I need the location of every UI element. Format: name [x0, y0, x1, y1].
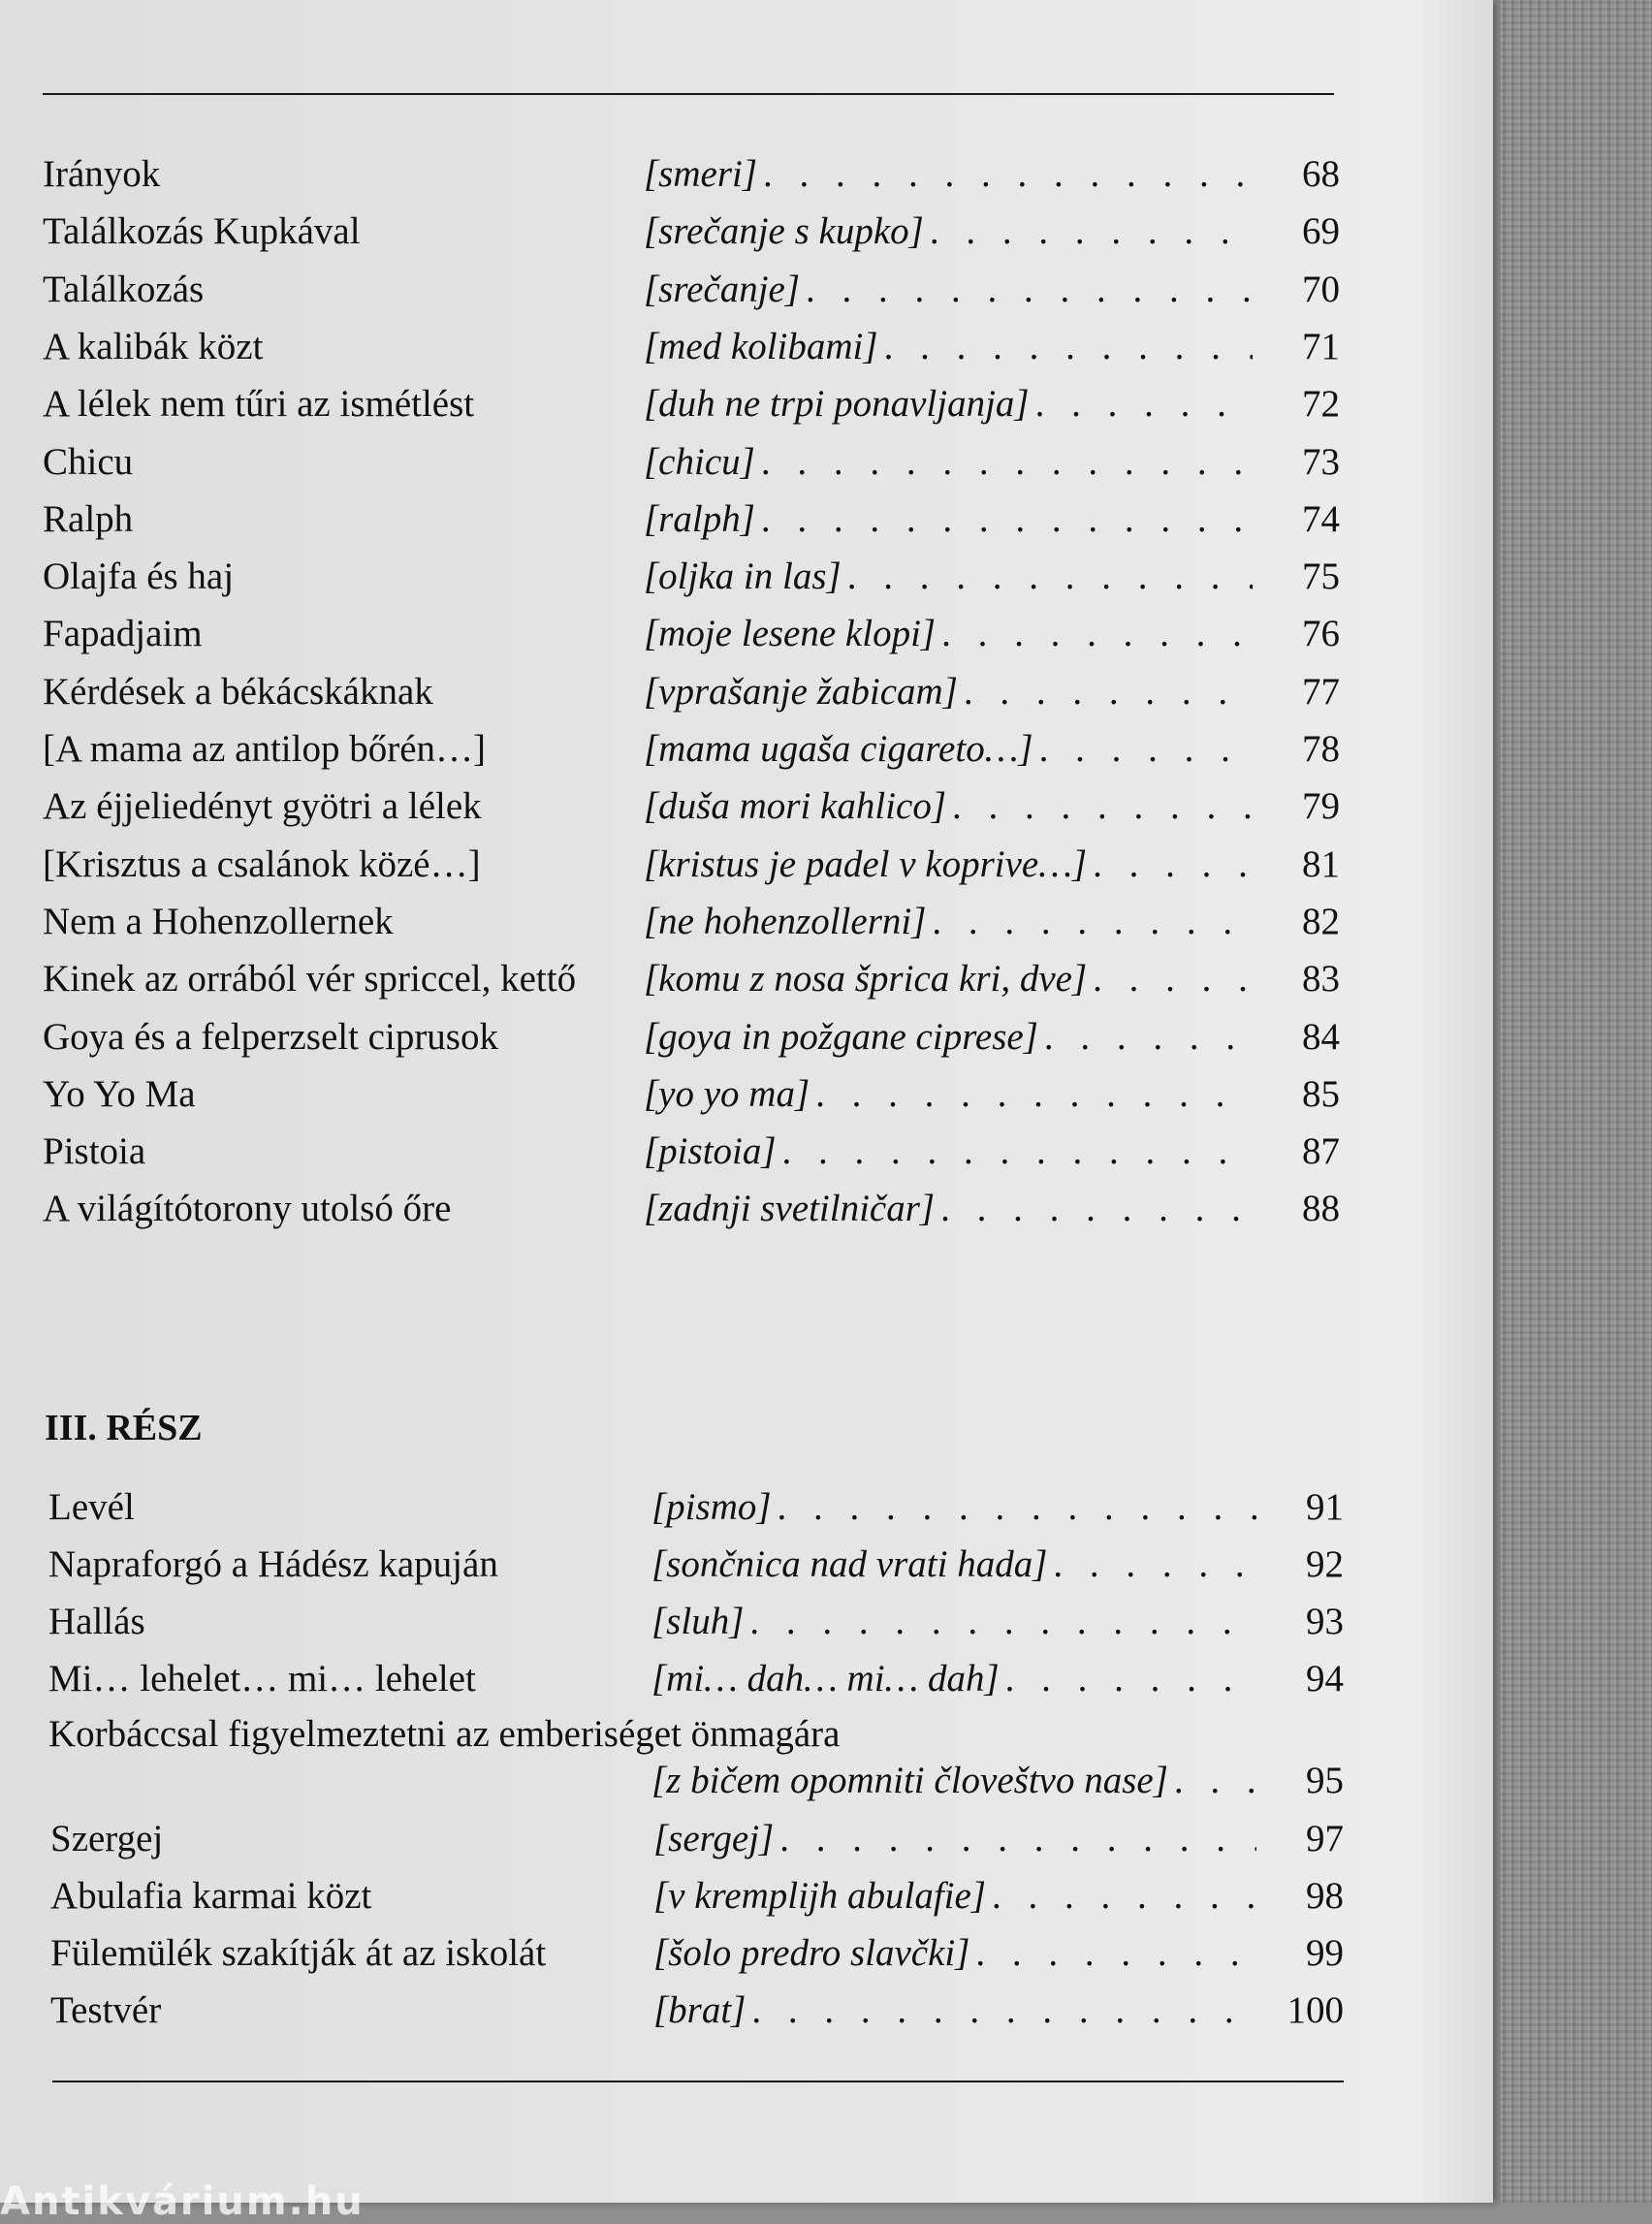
toc-dot-leader — [935, 1185, 1253, 1233]
toc-entry — [43, 323, 1340, 371]
toc-entry-title: Abulafia karmai közt — [50, 1875, 372, 1917]
toc-entry-slovene-title: [v kremplijh abulafie] — [653, 1875, 987, 1917]
toc-dot-leader — [958, 668, 1253, 716]
toc-entry-page-number: 68 — [1302, 153, 1340, 195]
toc-entry-leader — [644, 782, 1253, 831]
toc-entry-slovene-title: [pismo] — [651, 1486, 772, 1528]
toc-entry-slovene-title: [ne hohenzollerni] — [644, 900, 927, 942]
toc-entry-page-number: 76 — [1302, 613, 1340, 655]
toc-entry-slovene-title: [duh ne trpi ponavljanja] — [644, 383, 1030, 426]
toc-entry-page-number: 84 — [1302, 1015, 1340, 1058]
toc-entry-leader — [644, 610, 1253, 658]
toc-entry — [43, 495, 1340, 544]
toc-entry-page-number: 83 — [1302, 958, 1340, 1001]
toc-entry-title: Kinek az orrából vér spriccel, kettő — [43, 958, 577, 1001]
toc-entry-title: Szergej — [50, 1818, 164, 1859]
toc-entry-page-number: 94 — [1306, 1658, 1344, 1700]
section-heading-part3: III. RÉSZ — [45, 1408, 203, 1448]
toc-entry-slovene-title: [chicu] — [644, 440, 755, 483]
toc-entry-slovene-title: [z bičem opomniti človeštvo nase] — [651, 1760, 1168, 1801]
toc-entry-leader — [651, 1757, 1256, 1805]
toc-entry-page-number: 77 — [1302, 670, 1340, 713]
toc-entry — [50, 1815, 1344, 1863]
toc-entry-title: Napraforgó a Hádész kapuján — [48, 1543, 498, 1585]
toc-entry-slovene-title: [ralph] — [644, 497, 755, 540]
toc-entry-page-number: 93 — [1306, 1601, 1344, 1642]
toc-entry-leader — [644, 438, 1253, 487]
toc-dot-leader — [1047, 1541, 1256, 1589]
toc-dot-leader — [936, 610, 1253, 658]
toc-entry-page-number: 95 — [1306, 1760, 1344, 1801]
toc-entry-slovene-title: [sergej] — [653, 1818, 775, 1859]
toc-dot-leader — [1087, 955, 1253, 1003]
toc-entry — [43, 150, 1340, 199]
toc-entry-page-number: 81 — [1302, 842, 1340, 885]
toc-entry — [43, 1013, 1340, 1062]
toc-entry-slovene-title: [mi… dah… mi… dah] — [651, 1658, 1000, 1700]
toc-dot-leader — [1033, 725, 1253, 774]
toc-entry-title: Nem a Hohenzollernek — [43, 900, 394, 942]
toc-entry-title: Kérdések a békácskáknak — [43, 670, 433, 713]
toc-entry-leader — [651, 1483, 1256, 1532]
toc-entry-slovene-title: [mama ugaša cigareto…] — [644, 728, 1033, 770]
toc-entry-leader — [644, 1013, 1253, 1062]
toc-entry-title: Ralph — [43, 497, 134, 540]
toc-entry-leader — [644, 725, 1253, 774]
toc-entry — [50, 1986, 1344, 2035]
toc-entry-slovene-title: [yo yo ma] — [644, 1072, 810, 1115]
toc-entry-page-number: 72 — [1302, 383, 1340, 426]
toc-entry-title: Mi… lehelet… mi… lehelet — [48, 1658, 476, 1700]
top-rule — [43, 93, 1334, 95]
toc-dot-leader — [755, 438, 1253, 487]
toc-entry-leader — [653, 1986, 1256, 2035]
toc-entry-title: Találkozás — [43, 268, 205, 310]
toc-entry-leader — [644, 323, 1253, 371]
toc-entry-page-number: 91 — [1306, 1486, 1344, 1528]
toc-entry-page-number: 82 — [1302, 900, 1340, 942]
toc-entry-title: A világítótorony utolsó őre — [43, 1188, 452, 1230]
toc-dot-leader — [986, 1872, 1256, 1921]
toc-entry-title: Testvér — [50, 1989, 162, 2031]
toc-dot-leader — [842, 553, 1253, 601]
toc-entry-page-number: 98 — [1306, 1875, 1344, 1917]
toc-entry — [43, 898, 1340, 946]
toc-entry-leader — [644, 380, 1253, 429]
toc-entry-leader — [644, 266, 1253, 314]
toc-entry-leader — [653, 1872, 1256, 1921]
toc-entry-title: A lélek nem tűri az ismétlést — [43, 383, 475, 426]
toc-entry-slovene-title: [oljka in las] — [644, 556, 842, 598]
toc-entry-title: [Krisztus a csalánok közé…] — [43, 842, 481, 885]
toc-entry-slovene-title: [komu z nosa šprica kri, dve] — [644, 958, 1088, 1001]
toc-dot-leader — [744, 1598, 1256, 1646]
toc-entry — [43, 841, 1340, 889]
toc-entry — [43, 782, 1340, 831]
toc-dot-leader — [926, 898, 1253, 946]
toc-entry-slovene-title: [srečanje] — [644, 268, 801, 310]
toc-dot-leader — [1168, 1757, 1256, 1805]
toc-entry-page-number: 97 — [1306, 1818, 1344, 1859]
toc-entry-title: Hallás — [48, 1601, 145, 1642]
toc-entry — [43, 668, 1340, 716]
toc-entry-page-number: 85 — [1302, 1072, 1340, 1115]
watermark-logo: Antikvárium.hu — [0, 2179, 365, 2224]
toc-entry — [50, 1872, 1344, 1921]
toc-entry-title: Goya és a felperzselt ciprusok — [43, 1015, 498, 1058]
toc-entry-title: Fapadjaim — [43, 613, 203, 655]
toc-dot-leader — [800, 266, 1253, 314]
toc-entry-slovene-title: [pistoia] — [644, 1130, 777, 1173]
toc-entry — [43, 610, 1340, 658]
toc-dot-leader — [1087, 841, 1253, 889]
toc-dot-leader — [777, 1128, 1253, 1176]
toc-entry-slovene-title: [srečanje s kupko] — [644, 210, 924, 253]
toc-entry-page-number: 88 — [1302, 1188, 1340, 1230]
toc-entry-slovene-title: [zadnji svetilničar] — [644, 1188, 936, 1230]
toc-entry-slovene-title: [moje lesene klopi] — [644, 613, 937, 655]
toc-entry-leader — [651, 1541, 1256, 1589]
toc-entry-title: Levél — [48, 1486, 135, 1528]
toc-entry — [43, 725, 1340, 774]
toc-entry-leader — [644, 668, 1253, 716]
toc-entry-slovene-title: [vprašanje žabicam] — [644, 670, 958, 713]
toc-entry — [48, 1655, 1344, 1703]
toc-entry-leader — [644, 150, 1253, 199]
toc-entry-title: Chicu — [43, 440, 134, 483]
toc-entry-slovene-title: [duša mori kahlico] — [644, 785, 946, 828]
toc-entry-title: A kalibák közt — [43, 325, 264, 367]
toc-entry-leader — [644, 1185, 1253, 1233]
toc-entry — [48, 1541, 1344, 1589]
toc-entry — [43, 553, 1340, 601]
toc-entry-slovene-title: [sončnica nad vrati hada] — [651, 1543, 1048, 1585]
toc-entry — [43, 266, 1340, 314]
toc-entry-title: Pistoia — [43, 1130, 146, 1173]
toc-entry-leader — [644, 553, 1253, 601]
toc-entry-page-number: 69 — [1302, 210, 1340, 253]
toc-entry — [48, 1757, 1344, 1805]
toc-entry-title: Találkozás Kupkával — [43, 210, 361, 253]
background-edge — [1501, 0, 1652, 2203]
toc-entry-page-number: 100 — [1287, 1989, 1344, 2031]
toc-entry-page-number: 70 — [1302, 268, 1340, 310]
toc-entry-slovene-title: [šolo predro slavčki] — [653, 1932, 970, 1974]
bottom-rule — [52, 2081, 1344, 2082]
toc-entry-title: [A mama az antilop bőrén…] — [43, 728, 487, 770]
toc-entry — [43, 380, 1340, 429]
toc-entry-slovene-title: [sluh] — [651, 1601, 745, 1642]
toc-entry-leader — [644, 898, 1253, 946]
toc-entry-leader — [653, 1929, 1256, 1978]
toc-entry-title: Yo Yo Ma — [43, 1072, 196, 1115]
toc-entry-leader — [651, 1655, 1256, 1703]
toc-entry-slovene-title: [goya in požgane ciprese] — [644, 1015, 1038, 1058]
toc-entry-page-number: 71 — [1302, 325, 1340, 367]
toc-entry-leader — [644, 955, 1253, 1003]
toc-dot-leader — [746, 1986, 1256, 2035]
toc-entry-title: Korbáccsal figyelmeztetni az emberiséget önmagára — [48, 1713, 841, 1755]
toc-entry-leader — [644, 841, 1253, 889]
toc-entry-leader — [644, 207, 1253, 256]
toc-entry-page-number: 78 — [1302, 728, 1340, 770]
toc-dot-leader — [757, 150, 1253, 199]
toc-dot-leader — [946, 782, 1253, 831]
toc-entry-title: Olajfa és haj — [43, 556, 235, 598]
toc-entry-page-number: 75 — [1302, 556, 1340, 598]
toc-entry-leader — [651, 1598, 1256, 1646]
toc-entry-slovene-title: [kristus je padel v koprive…] — [644, 842, 1088, 885]
toc-entry-page-number: 74 — [1302, 497, 1340, 540]
toc-entry-title: Irányok — [43, 153, 161, 195]
toc-dot-leader — [969, 1929, 1256, 1978]
toc-dot-leader — [878, 323, 1253, 371]
toc-dot-leader — [810, 1070, 1253, 1119]
toc-entry — [43, 1070, 1340, 1119]
toc-dot-leader — [774, 1815, 1256, 1863]
toc-entry — [43, 438, 1340, 487]
toc-dot-leader — [924, 207, 1253, 256]
toc-entry-slovene-title: [med kolibami] — [644, 325, 878, 367]
toc-dot-leader — [772, 1483, 1256, 1532]
toc-entry-page-number: 92 — [1306, 1543, 1344, 1585]
toc-entry — [43, 1185, 1340, 1233]
toc-entry-title: Az éjjeliedényt gyötri a lélek — [43, 785, 482, 828]
toc-entry-leader — [644, 495, 1253, 544]
toc-entry-slovene-title: [smeri] — [644, 153, 758, 195]
toc-entry-leader — [644, 1070, 1253, 1119]
toc-dot-leader — [1000, 1655, 1256, 1703]
toc-entry — [43, 1128, 1340, 1176]
toc-dot-leader — [755, 495, 1253, 544]
toc-entry — [43, 955, 1340, 1003]
toc-entry-leader — [653, 1815, 1256, 1863]
toc-entry-page-number: 99 — [1306, 1932, 1344, 1974]
toc-entry-page-number: 73 — [1302, 440, 1340, 483]
toc-entry — [48, 1483, 1344, 1532]
toc-dot-leader — [1038, 1013, 1253, 1062]
toc-entry-slovene-title: [brat] — [653, 1989, 747, 2031]
toc-entry-leader — [644, 1128, 1253, 1176]
toc-entry — [43, 207, 1340, 256]
toc-entry-page-number: 79 — [1302, 785, 1340, 828]
toc-entry — [50, 1929, 1344, 1978]
toc-entry-page-number: 87 — [1302, 1130, 1340, 1173]
toc-dot-leader — [1030, 380, 1253, 429]
toc-entry — [48, 1598, 1344, 1646]
toc-entry-title: Fülemülék szakítják át az iskolát — [50, 1932, 547, 1974]
